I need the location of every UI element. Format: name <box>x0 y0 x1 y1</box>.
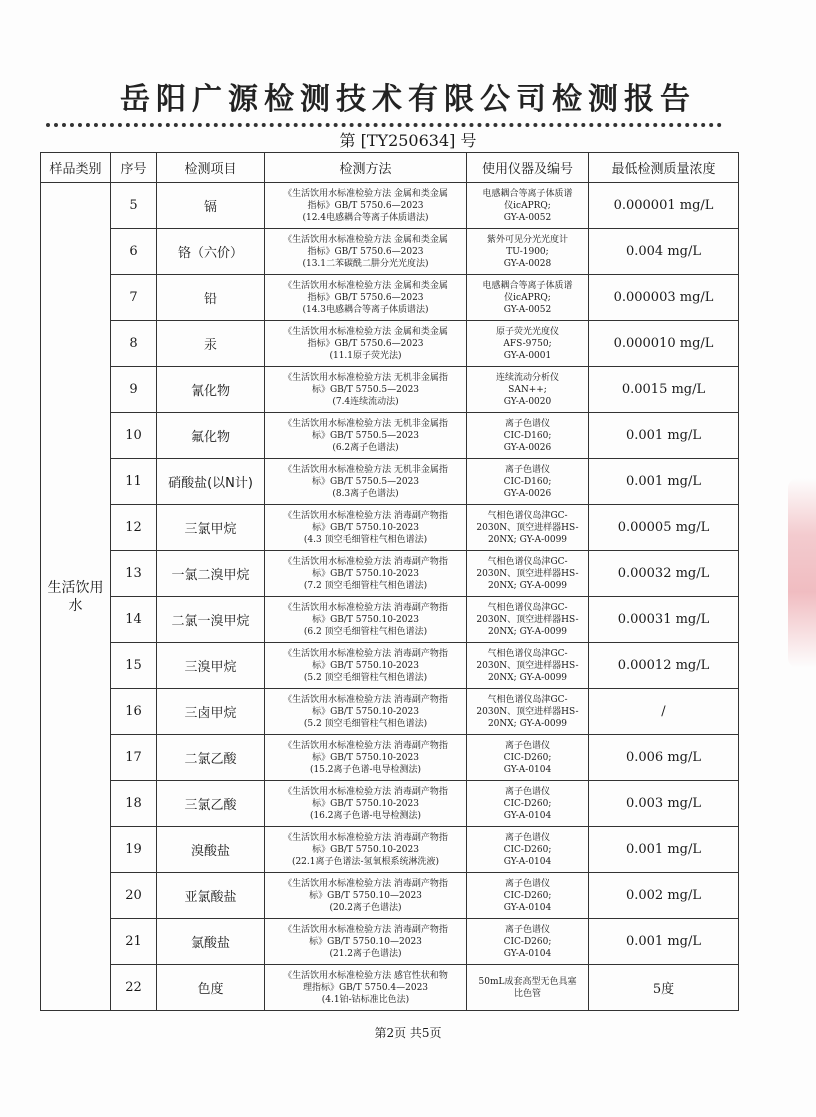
row-number: 14 <box>111 597 157 643</box>
row-number: 13 <box>111 551 157 597</box>
instrument <box>467 643 589 689</box>
header-item: 检测项目 <box>157 153 265 183</box>
table-row <box>41 551 739 597</box>
instrument <box>467 321 589 367</box>
detection-limit: 0.000003 mg/L <box>589 275 739 321</box>
test-method <box>265 183 467 229</box>
instrument-line: 原子荧光光度仪 <box>495 326 559 337</box>
instrument-line: 2030N、顶空进样器HS- <box>476 660 579 671</box>
detection-limit: 0.00012 mg/L <box>589 643 739 689</box>
method-line: 标》GB/T 5750.10—2023 <box>309 890 422 901</box>
instrument-line: CIC-D260; <box>503 798 552 809</box>
instrument-line: 2030N、顶空进样器HS- <box>476 568 579 579</box>
instrument-line: 离子色谱仪 <box>504 418 550 429</box>
test-item: 三溴甲烷 <box>157 643 265 689</box>
instrument-line: CIC-D160; <box>503 430 552 441</box>
detection-limit: 0.0015 mg/L <box>589 367 739 413</box>
instrument-line: GY-A-0026 <box>503 488 552 499</box>
instrument-line: 气相色谱仪岛津GC- <box>487 510 568 521</box>
instrument-line: SAN++; <box>508 384 547 395</box>
instrument <box>467 919 589 965</box>
method-line: 《生活饮用水标准检验方法 消毒副产物指 <box>283 786 448 797</box>
method-line: 标》GB/T 5750.10-2023 <box>312 844 419 855</box>
instrument <box>467 229 589 275</box>
header-instrument: 使用仪器及编号 <box>467 153 589 183</box>
instrument <box>467 827 589 873</box>
instrument-line: 离子色谱仪 <box>504 832 550 843</box>
test-method <box>265 413 467 459</box>
method-line: 《生活饮用水标准检验方法 金属和类金属 <box>283 326 448 337</box>
seal-stamp-edge <box>788 478 816 668</box>
row-number: 21 <box>111 919 157 965</box>
method-line: 《生活饮用水标准检验方法 金属和类金属 <box>283 188 448 199</box>
method-line: 《生活饮用水标准检验方法 无机非金属指 <box>283 372 448 383</box>
instrument <box>467 413 589 459</box>
detection-limit: 5度 <box>589 965 739 1011</box>
table-row <box>41 965 739 1011</box>
method-line: (5.2 顶空毛细管柱气相色谱法) <box>303 672 428 683</box>
test-method <box>265 689 467 735</box>
instrument-line: 电感耦合等离子体质谱 <box>482 280 573 291</box>
instrument-line: GY-A-0104 <box>503 948 552 959</box>
header-method: 检测方法 <box>265 153 467 183</box>
report-title: 岳阳广源检测技术有限公司检测报告 <box>120 82 696 117</box>
test-item: 亚氯酸盐 <box>157 873 265 919</box>
method-line: 《生活饮用水标准检验方法 金属和类金属 <box>283 280 448 291</box>
method-line: (6.2离子色谱法) <box>332 442 399 453</box>
instrument-line: GY-A-0001 <box>503 350 552 361</box>
table-row <box>41 735 739 781</box>
instrument-line: 气相色谱仪岛津GC- <box>487 556 568 567</box>
method-line: (16.2离子色谱-电导检测法) <box>309 810 422 821</box>
instrument-line: 电感耦合等离子体质谱 <box>482 188 573 199</box>
row-number: 5 <box>111 183 157 229</box>
test-method <box>265 459 467 505</box>
row-number: 10 <box>111 413 157 459</box>
instrument-line: CIC-D260; <box>503 890 552 901</box>
sample-category-cell <box>41 183 111 1011</box>
method-line: 指标》GB/T 5750.6—2023 <box>307 246 424 257</box>
results-table <box>40 152 739 1011</box>
instrument-line: 气相色谱仪岛津GC- <box>487 602 568 613</box>
row-number: 11 <box>111 459 157 505</box>
row-number: 6 <box>111 229 157 275</box>
row-number: 12 <box>111 505 157 551</box>
report-number: 第 [TY250634] 号 <box>339 131 477 150</box>
instrument <box>467 597 589 643</box>
method-line: 标》GB/T 5750.10-2023 <box>312 568 419 579</box>
row-number: 17 <box>111 735 157 781</box>
detection-limit: 0.001 mg/L <box>589 413 739 459</box>
instrument <box>467 367 589 413</box>
detection-limit: 0.000001 mg/L <box>589 183 739 229</box>
test-item: 硝酸盐(以N计) <box>157 459 265 505</box>
sample-category: 生活饮用水 <box>47 579 104 614</box>
instrument-line: GY-A-0020 <box>503 396 552 407</box>
instrument <box>467 459 589 505</box>
method-line: 《生活饮用水标准检验方法 感官性状和物 <box>283 970 448 981</box>
table-row <box>41 919 739 965</box>
detection-limit: 0.006 mg/L <box>589 735 739 781</box>
method-line: 指标》GB/T 5750.6—2023 <box>307 292 424 303</box>
test-method <box>265 597 467 643</box>
method-line: 标》GB/T 5750.10-2023 <box>312 522 419 533</box>
instrument-line: GY-A-0104 <box>503 810 552 821</box>
instrument-line: 离子色谱仪 <box>504 878 550 889</box>
instrument-line: 离子色谱仪 <box>504 786 550 797</box>
detection-limit: 0.001 mg/L <box>589 827 739 873</box>
instrument-line: 50mL成套高型无色具塞 <box>478 976 577 987</box>
method-line: (12.4电感耦合等离子体质谱法) <box>302 212 429 223</box>
instrument-line: 2030N、顶空进样器HS- <box>476 614 579 625</box>
table-row <box>41 505 739 551</box>
row-number: 7 <box>111 275 157 321</box>
test-method <box>265 965 467 1011</box>
test-item: 三氯乙酸 <box>157 781 265 827</box>
detection-limit: 0.001 mg/L <box>589 919 739 965</box>
page-footer: 第2页 共5页 <box>374 1026 442 1040</box>
table-row <box>41 689 739 735</box>
test-item: 氯酸盐 <box>157 919 265 965</box>
test-item: 一氯二溴甲烷 <box>157 551 265 597</box>
method-line: 《生活饮用水标准检验方法 消毒副产物指 <box>283 924 448 935</box>
header-limit: 最低检测质量浓度 <box>589 153 739 183</box>
table-row <box>41 781 739 827</box>
instrument-line: CIC-D260; <box>503 844 552 855</box>
test-method <box>265 643 467 689</box>
instrument <box>467 873 589 919</box>
test-method <box>265 781 467 827</box>
row-number: 22 <box>111 965 157 1011</box>
detection-limit: / <box>589 689 739 735</box>
method-line: (7.4连续流动法) <box>332 396 399 407</box>
table-header-row <box>41 153 739 183</box>
instrument-line: 2030N、顶空进样器HS- <box>476 706 579 717</box>
method-line: 标》GB/T 5750.10-2023 <box>312 660 419 671</box>
table-row <box>41 873 739 919</box>
instrument-line: GY-A-0104 <box>503 902 552 913</box>
instrument-line: 气相色谱仪岛津GC- <box>487 648 568 659</box>
instrument-line: GY-A-0052 <box>503 304 552 315</box>
test-method <box>265 367 467 413</box>
detection-limit: 0.001 mg/L <box>589 459 739 505</box>
method-line: (21.2离子色谱法) <box>329 948 402 959</box>
table-row <box>41 275 739 321</box>
test-item: 氰化物 <box>157 367 265 413</box>
instrument <box>467 965 589 1011</box>
header-category: 样品类别 <box>41 153 111 183</box>
instrument-line: GY-A-0026 <box>503 442 552 453</box>
instrument-line: 比色管 <box>513 988 541 999</box>
test-method <box>265 873 467 919</box>
instrument-line: 气相色谱仪岛津GC- <box>487 694 568 705</box>
method-line: 标》GB/T 5750.10-2023 <box>312 706 419 717</box>
method-line: 理指标》GB/T 5750.4—2023 <box>302 982 429 993</box>
instrument-line: GY-A-0104 <box>503 856 552 867</box>
detection-limit: 0.00032 mg/L <box>589 551 739 597</box>
method-line: 指标》GB/T 5750.6—2023 <box>307 200 424 211</box>
instrument-line: 20NX; GY-A-0099 <box>487 580 568 591</box>
instrument <box>467 275 589 321</box>
method-line: 标》GB/T 5750.10-2023 <box>312 752 419 763</box>
method-line: 《生活饮用水标准检验方法 消毒副产物指 <box>283 878 448 889</box>
instrument-line: 2030N、顶空进样器HS- <box>476 522 579 533</box>
method-line: 标》GB/T 5750.10—2023 <box>309 936 422 947</box>
method-line: 《生活饮用水标准检验方法 金属和类金属 <box>283 234 448 245</box>
instrument <box>467 183 589 229</box>
row-number: 18 <box>111 781 157 827</box>
table-row <box>41 643 739 689</box>
method-line: 《生活饮用水标准检验方法 无机非金属指 <box>283 418 448 429</box>
table-row <box>41 321 739 367</box>
method-line: (15.2离子色谱-电导检测法) <box>309 764 422 775</box>
method-line: (13.1二苯碳酰二肼分光光度法) <box>302 258 429 269</box>
method-line: 标》GB/T 5750.5—2023 <box>311 430 420 441</box>
test-method <box>265 827 467 873</box>
instrument-line: 20NX; GY-A-0099 <box>487 626 568 637</box>
detection-limit: 0.002 mg/L <box>589 873 739 919</box>
test-item: 氟化物 <box>157 413 265 459</box>
test-item: 色度 <box>157 965 265 1011</box>
instrument-line: 连续流动分析仪 <box>495 372 559 383</box>
method-line: 《生活饮用水标准检验方法 消毒副产物指 <box>283 648 448 659</box>
row-number: 9 <box>111 367 157 413</box>
row-number: 19 <box>111 827 157 873</box>
method-line: 标》GB/T 5750.10-2023 <box>312 614 419 625</box>
title-divider <box>46 123 722 127</box>
row-number: 15 <box>111 643 157 689</box>
instrument-line: GY-A-0052 <box>503 212 552 223</box>
table-row <box>41 827 739 873</box>
instrument-line: 离子色谱仪 <box>504 464 550 475</box>
table-row <box>41 459 739 505</box>
test-item: 铬（六价） <box>157 229 265 275</box>
detection-limit: 0.003 mg/L <box>589 781 739 827</box>
method-line: 指标》GB/T 5750.6—2023 <box>307 338 424 349</box>
instrument-line: 离子色谱仪 <box>504 740 550 751</box>
detection-limit: 0.000010 mg/L <box>589 321 739 367</box>
method-line: 标》GB/T 5750.5—2023 <box>311 384 420 395</box>
method-line: 标》GB/T 5750.5—2023 <box>311 476 420 487</box>
method-line: 标》GB/T 5750.10-2023 <box>312 798 419 809</box>
instrument-line: GY-A-0104 <box>503 764 552 775</box>
instrument <box>467 689 589 735</box>
instrument-line: 离子色谱仪 <box>504 924 550 935</box>
instrument <box>467 551 589 597</box>
table-row <box>41 183 739 229</box>
table-row <box>41 367 739 413</box>
instrument-line: TU-1900; <box>506 246 549 257</box>
method-line: 《生活饮用水标准检验方法 消毒副产物指 <box>283 510 448 521</box>
row-number: 20 <box>111 873 157 919</box>
test-item: 二氯乙酸 <box>157 735 265 781</box>
test-item: 铅 <box>157 275 265 321</box>
test-item: 汞 <box>157 321 265 367</box>
test-method <box>265 229 467 275</box>
test-method <box>265 551 467 597</box>
method-line: (4.1铂-钴标准比色法) <box>321 994 410 1005</box>
test-method <box>265 735 467 781</box>
method-line: (14.3电感耦合等离子体质谱法) <box>302 304 429 315</box>
detection-limit: 0.00031 mg/L <box>589 597 739 643</box>
test-method <box>265 505 467 551</box>
test-method <box>265 321 467 367</box>
instrument <box>467 781 589 827</box>
test-item: 镉 <box>157 183 265 229</box>
header-no: 序号 <box>111 153 157 183</box>
instrument-line: CIC-D260; <box>503 936 552 947</box>
test-item: 溴酸盐 <box>157 827 265 873</box>
instrument-line: 20NX; GY-A-0099 <box>487 534 568 545</box>
method-line: (11.1原子荧光法) <box>329 350 402 361</box>
instrument-line: AFS-9750; <box>503 338 552 349</box>
test-item: 二氯一溴甲烷 <box>157 597 265 643</box>
instrument <box>467 735 589 781</box>
test-item: 三卤甲烷 <box>157 689 265 735</box>
method-line: 《生活饮用水标准检验方法 消毒副产物指 <box>283 556 448 567</box>
method-line: (20.2离子色谱法) <box>329 902 402 913</box>
method-line: (7.2 顶空毛细管柱气相色谱法) <box>303 580 428 591</box>
instrument-line: CIC-D160; <box>503 476 552 487</box>
method-line: 《生活饮用水标准检验方法 消毒副产物指 <box>283 740 448 751</box>
test-method <box>265 919 467 965</box>
method-line: 《生活饮用水标准检验方法 消毒副产物指 <box>283 832 448 843</box>
test-method <box>265 275 467 321</box>
method-line: (6.2 顶空毛细管柱气相色谱法) <box>303 626 428 637</box>
table-row <box>41 413 739 459</box>
instrument-line: CIC-D260; <box>503 752 552 763</box>
method-line: 《生活饮用水标准检验方法 消毒副产物指 <box>283 694 448 705</box>
table-row <box>41 597 739 643</box>
method-line: (5.2 顶空毛细管柱气相色谱法) <box>303 718 428 729</box>
row-number: 16 <box>111 689 157 735</box>
method-line: (8.3离子色谱法) <box>332 488 399 499</box>
instrument-line: 20NX; GY-A-0099 <box>487 672 568 683</box>
instrument-line: 20NX; GY-A-0099 <box>487 718 568 729</box>
instrument <box>467 505 589 551</box>
method-line: 《生活饮用水标准检验方法 无机非金属指 <box>283 464 448 475</box>
detection-limit: 0.00005 mg/L <box>589 505 739 551</box>
instrument-line: 仪icAPRQ; <box>504 200 551 211</box>
row-number: 8 <box>111 321 157 367</box>
instrument-line: GY-A-0028 <box>503 258 552 269</box>
instrument-line: 仪icAPRQ; <box>504 292 551 303</box>
instrument-line: 紫外可见分光光度计 <box>486 234 568 245</box>
table-row <box>41 229 739 275</box>
method-line: 《生活饮用水标准检验方法 消毒副产物指 <box>283 602 448 613</box>
detection-limit: 0.004 mg/L <box>589 229 739 275</box>
test-item: 三氯甲烷 <box>157 505 265 551</box>
method-line: (4.3 顶空毛细管柱气相色谱法) <box>303 534 428 545</box>
method-line: (22.1离子色谱法-氢氧根系统淋洗液) <box>291 856 440 867</box>
